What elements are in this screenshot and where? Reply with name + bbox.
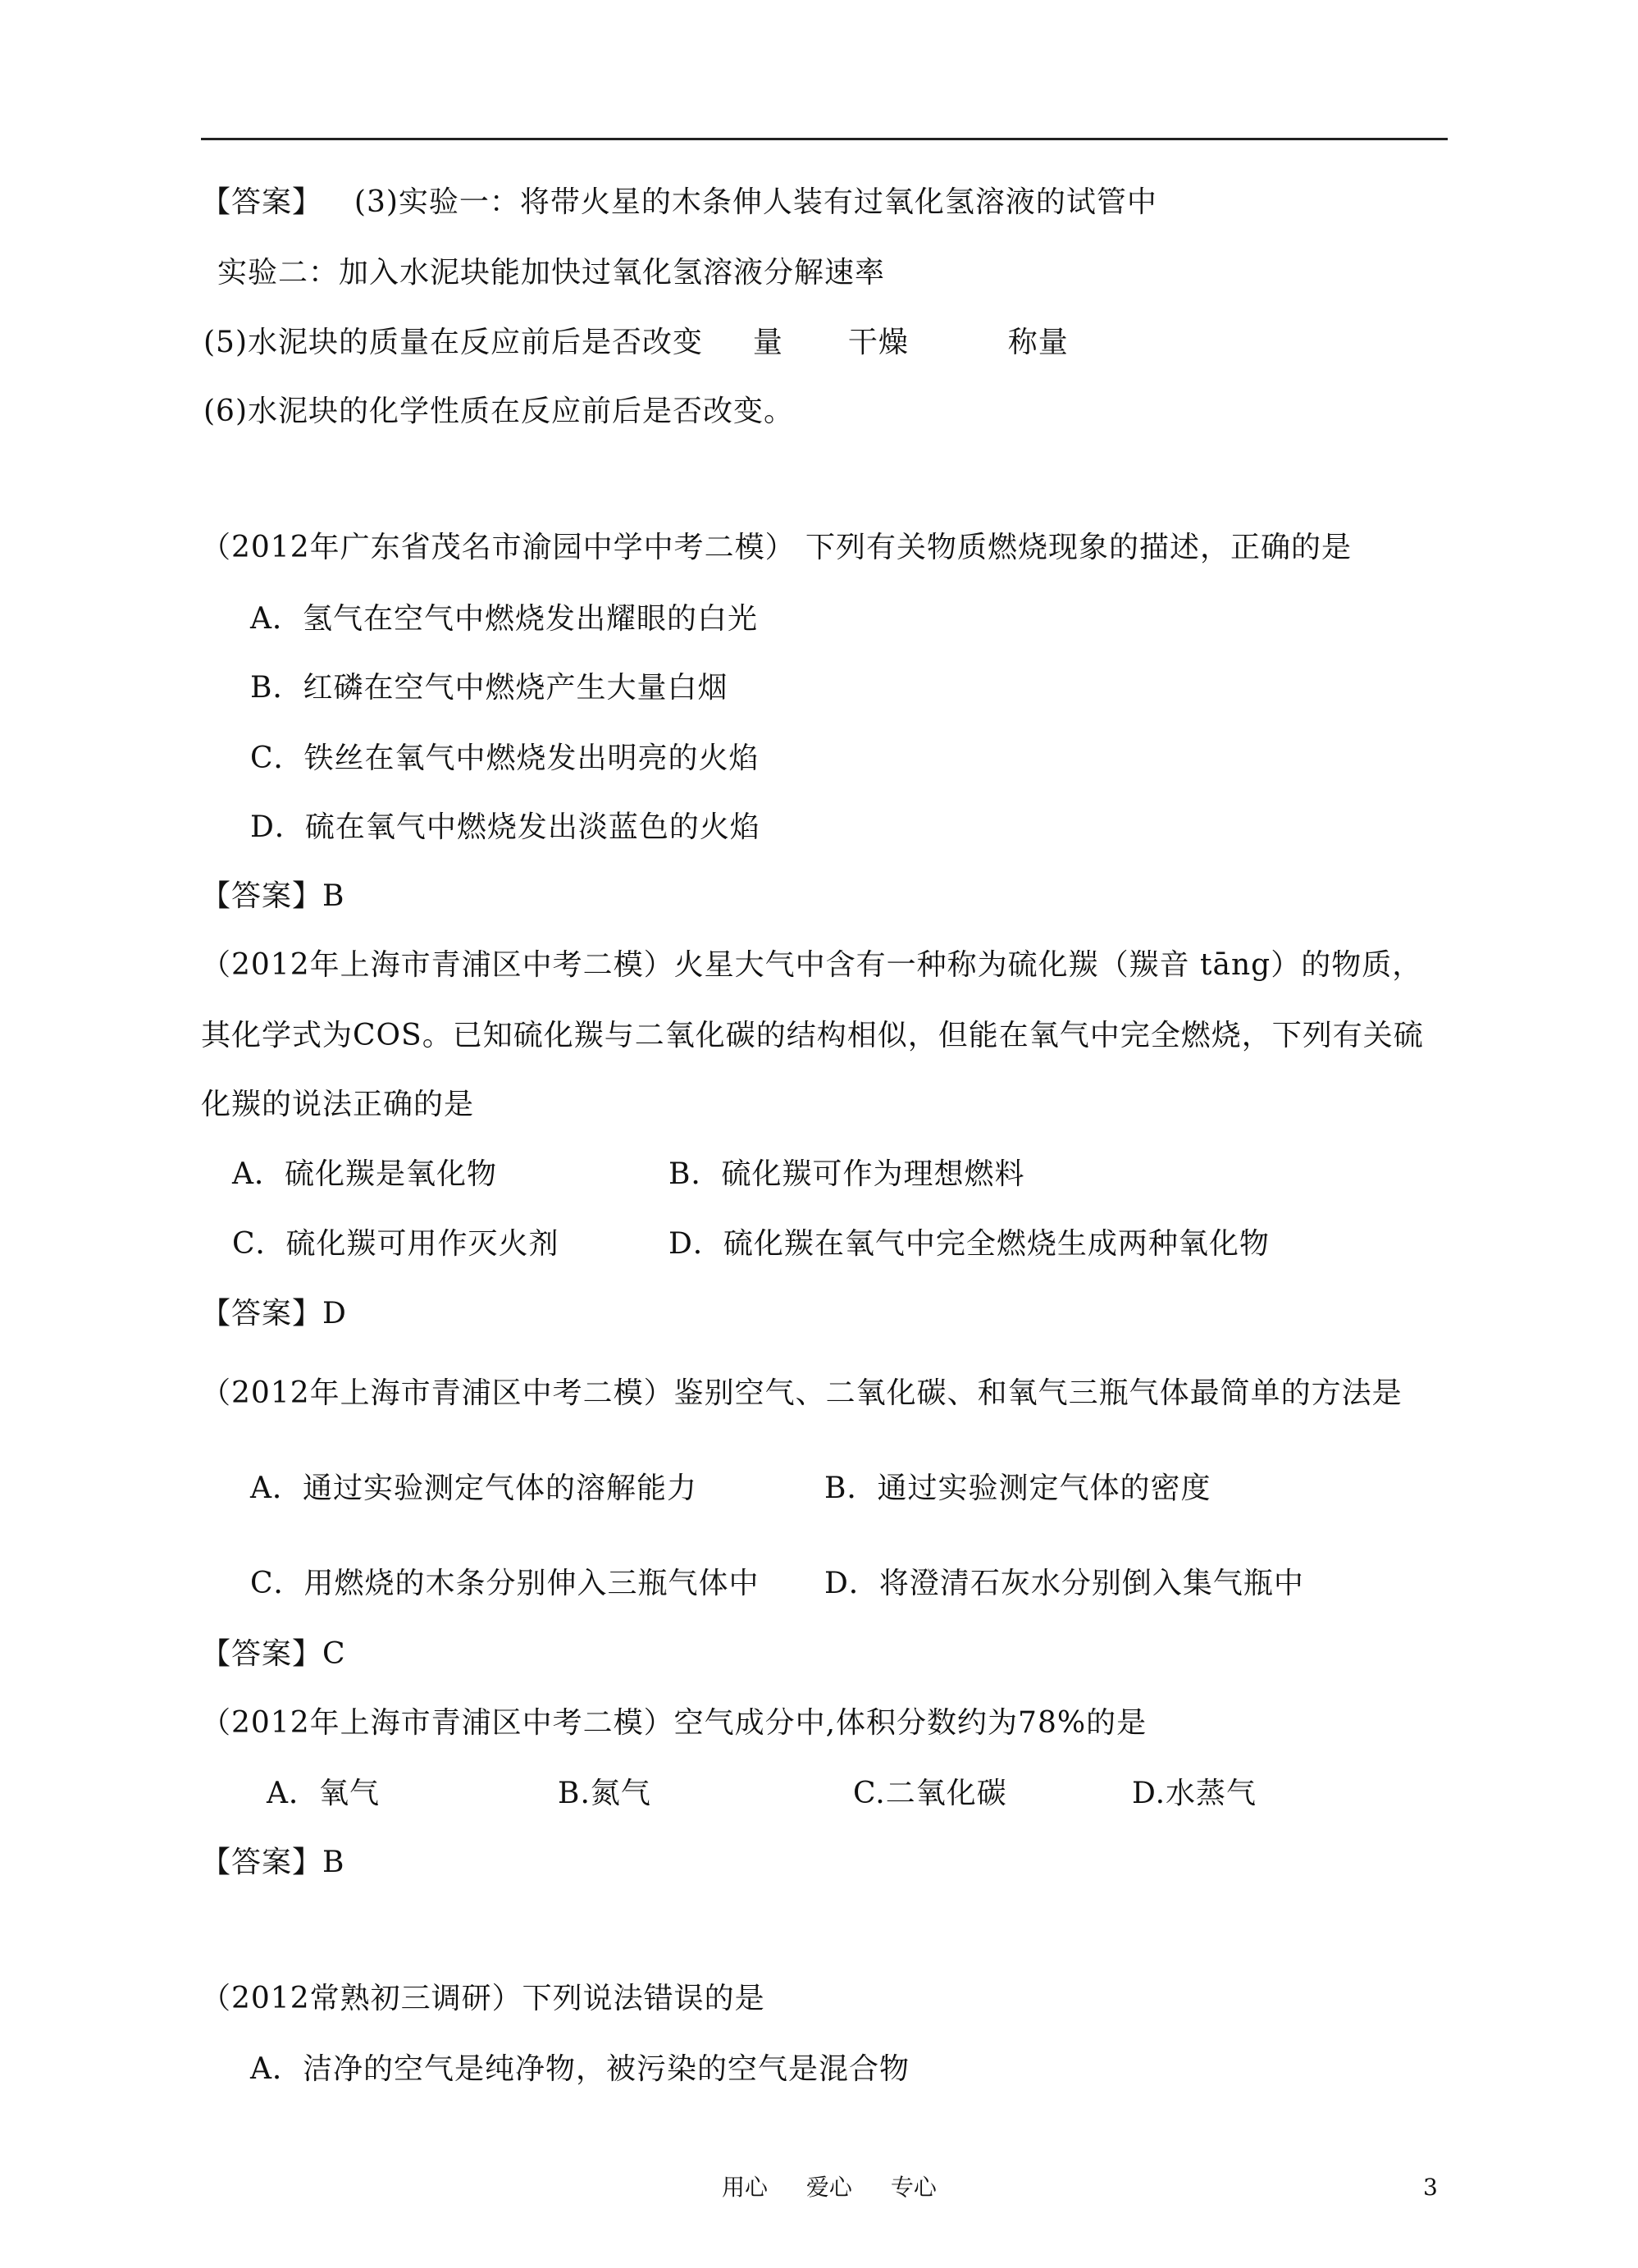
q4-option-c: C.二氧化碳 — [853, 1777, 1007, 1810]
page-number: 3 — [1423, 2174, 1438, 2201]
q4-answer: 【答案】B — [201, 1846, 345, 1879]
answer-line-3-word-2: 干燥 — [847, 326, 909, 359]
q1-option-a: A．氢气在空气中燃烧发出耀眼的白光 — [250, 602, 758, 636]
answer-line-3-text: (5)水泥块的质量在反应前后是否改变 — [203, 326, 703, 359]
answer-line-4: (6)水泥块的化学性质在反应前后是否改变。 — [203, 395, 794, 428]
q1-answer: 【答案】B — [201, 879, 345, 913]
q3-option-b: B．通过实验测定气体的密度 — [824, 1472, 1211, 1505]
footer-word-3: 专心 — [890, 2174, 937, 2201]
q1-option-c: C．铁丝在氧气中燃烧发出明亮的火焰 — [250, 742, 760, 775]
q4-option-a: A．氧气 — [267, 1777, 380, 1810]
q3-option-d: D．将澄清石灰水分别倒入集气瓶中 — [824, 1567, 1304, 1600]
q3-option-c: C．用燃烧的木条分别伸入三瓶气体中 — [250, 1567, 760, 1600]
answer-line-3 — [203, 325, 1069, 361]
q5-stem: （2012常熟初三调研）下列说法错误的是 — [201, 1982, 765, 2015]
q3-stem: （2012年上海市青浦区中考二模）鉴别空气、二氧化碳、和氧气三瓶气体最简单的方法是 — [201, 1376, 1403, 1410]
q3-option-a: A．通过实验测定气体的溶解能力 — [250, 1472, 697, 1505]
q4-option-d: D.水蒸气 — [1132, 1777, 1257, 1810]
footer-motto — [722, 2173, 937, 2202]
answer-line-3-word-1: 量 — [752, 326, 783, 359]
q1-option-b: B．红磷在空气中燃烧产生大量白烟 — [250, 671, 728, 705]
q2-stem-line-1: （2012年上海市青浦区中考二模）火星大气中含有一种称为硫化羰（羰音 tāng）的物质， — [201, 948, 1423, 982]
q2-option-c: C．硫化羰可用作灭火剂 — [232, 1227, 559, 1261]
answer-line-2: 实验二：加入水泥块能加快过氧化氢溶液分解速率 — [217, 256, 886, 290]
footer-word-1: 用心 — [722, 2174, 769, 2201]
q2-stem-line-2: 其化学式为COS。已知硫化羰与二氧化碳的结构相似，但能在氧气中完全燃烧，下列有关硫 — [201, 1019, 1424, 1052]
q4-option-b: B.氮气 — [558, 1777, 651, 1810]
answer-label: 【答案】 — [201, 185, 323, 219]
answer-line-1 — [201, 185, 1157, 221]
q1-option-d: D．硫在氧气中燃烧发出淡蓝色的火焰 — [250, 810, 760, 844]
q2-option-a: A．硫化羰是氧化物 — [232, 1157, 497, 1191]
q3-answer: 【答案】C — [201, 1637, 346, 1671]
q1-stem: （2012年广东省茂名市渝园中学中考二模） 下列有关物质燃烧现象的描述，正确的是 — [201, 531, 1353, 564]
q2-answer: 【答案】D — [201, 1297, 347, 1330]
q5-option-a: A．洁净的空气是纯净物，被污染的空气是混合物 — [250, 2052, 910, 2086]
q2-option-d: D．硫化羰在氧气中完全燃烧生成两种氧化物 — [668, 1227, 1270, 1261]
answer-line-3-word-3: 称量 — [1007, 326, 1069, 359]
answer-text-experiment-1: (3)实验一：将带火星的木条伸人装有过氧化氢溶液的试管中 — [354, 185, 1157, 219]
header-rule — [201, 138, 1448, 140]
q2-stem-line-3: 化羰的说法正确的是 — [201, 1088, 475, 1121]
footer-word-2: 爱心 — [805, 2174, 852, 2201]
q4-stem: （2012年上海市青浦区中考二模）空气成分中,体积分数约为78%的是 — [201, 1706, 1148, 1740]
q2-option-b: B．硫化羰可作为理想燃料 — [668, 1157, 1025, 1191]
